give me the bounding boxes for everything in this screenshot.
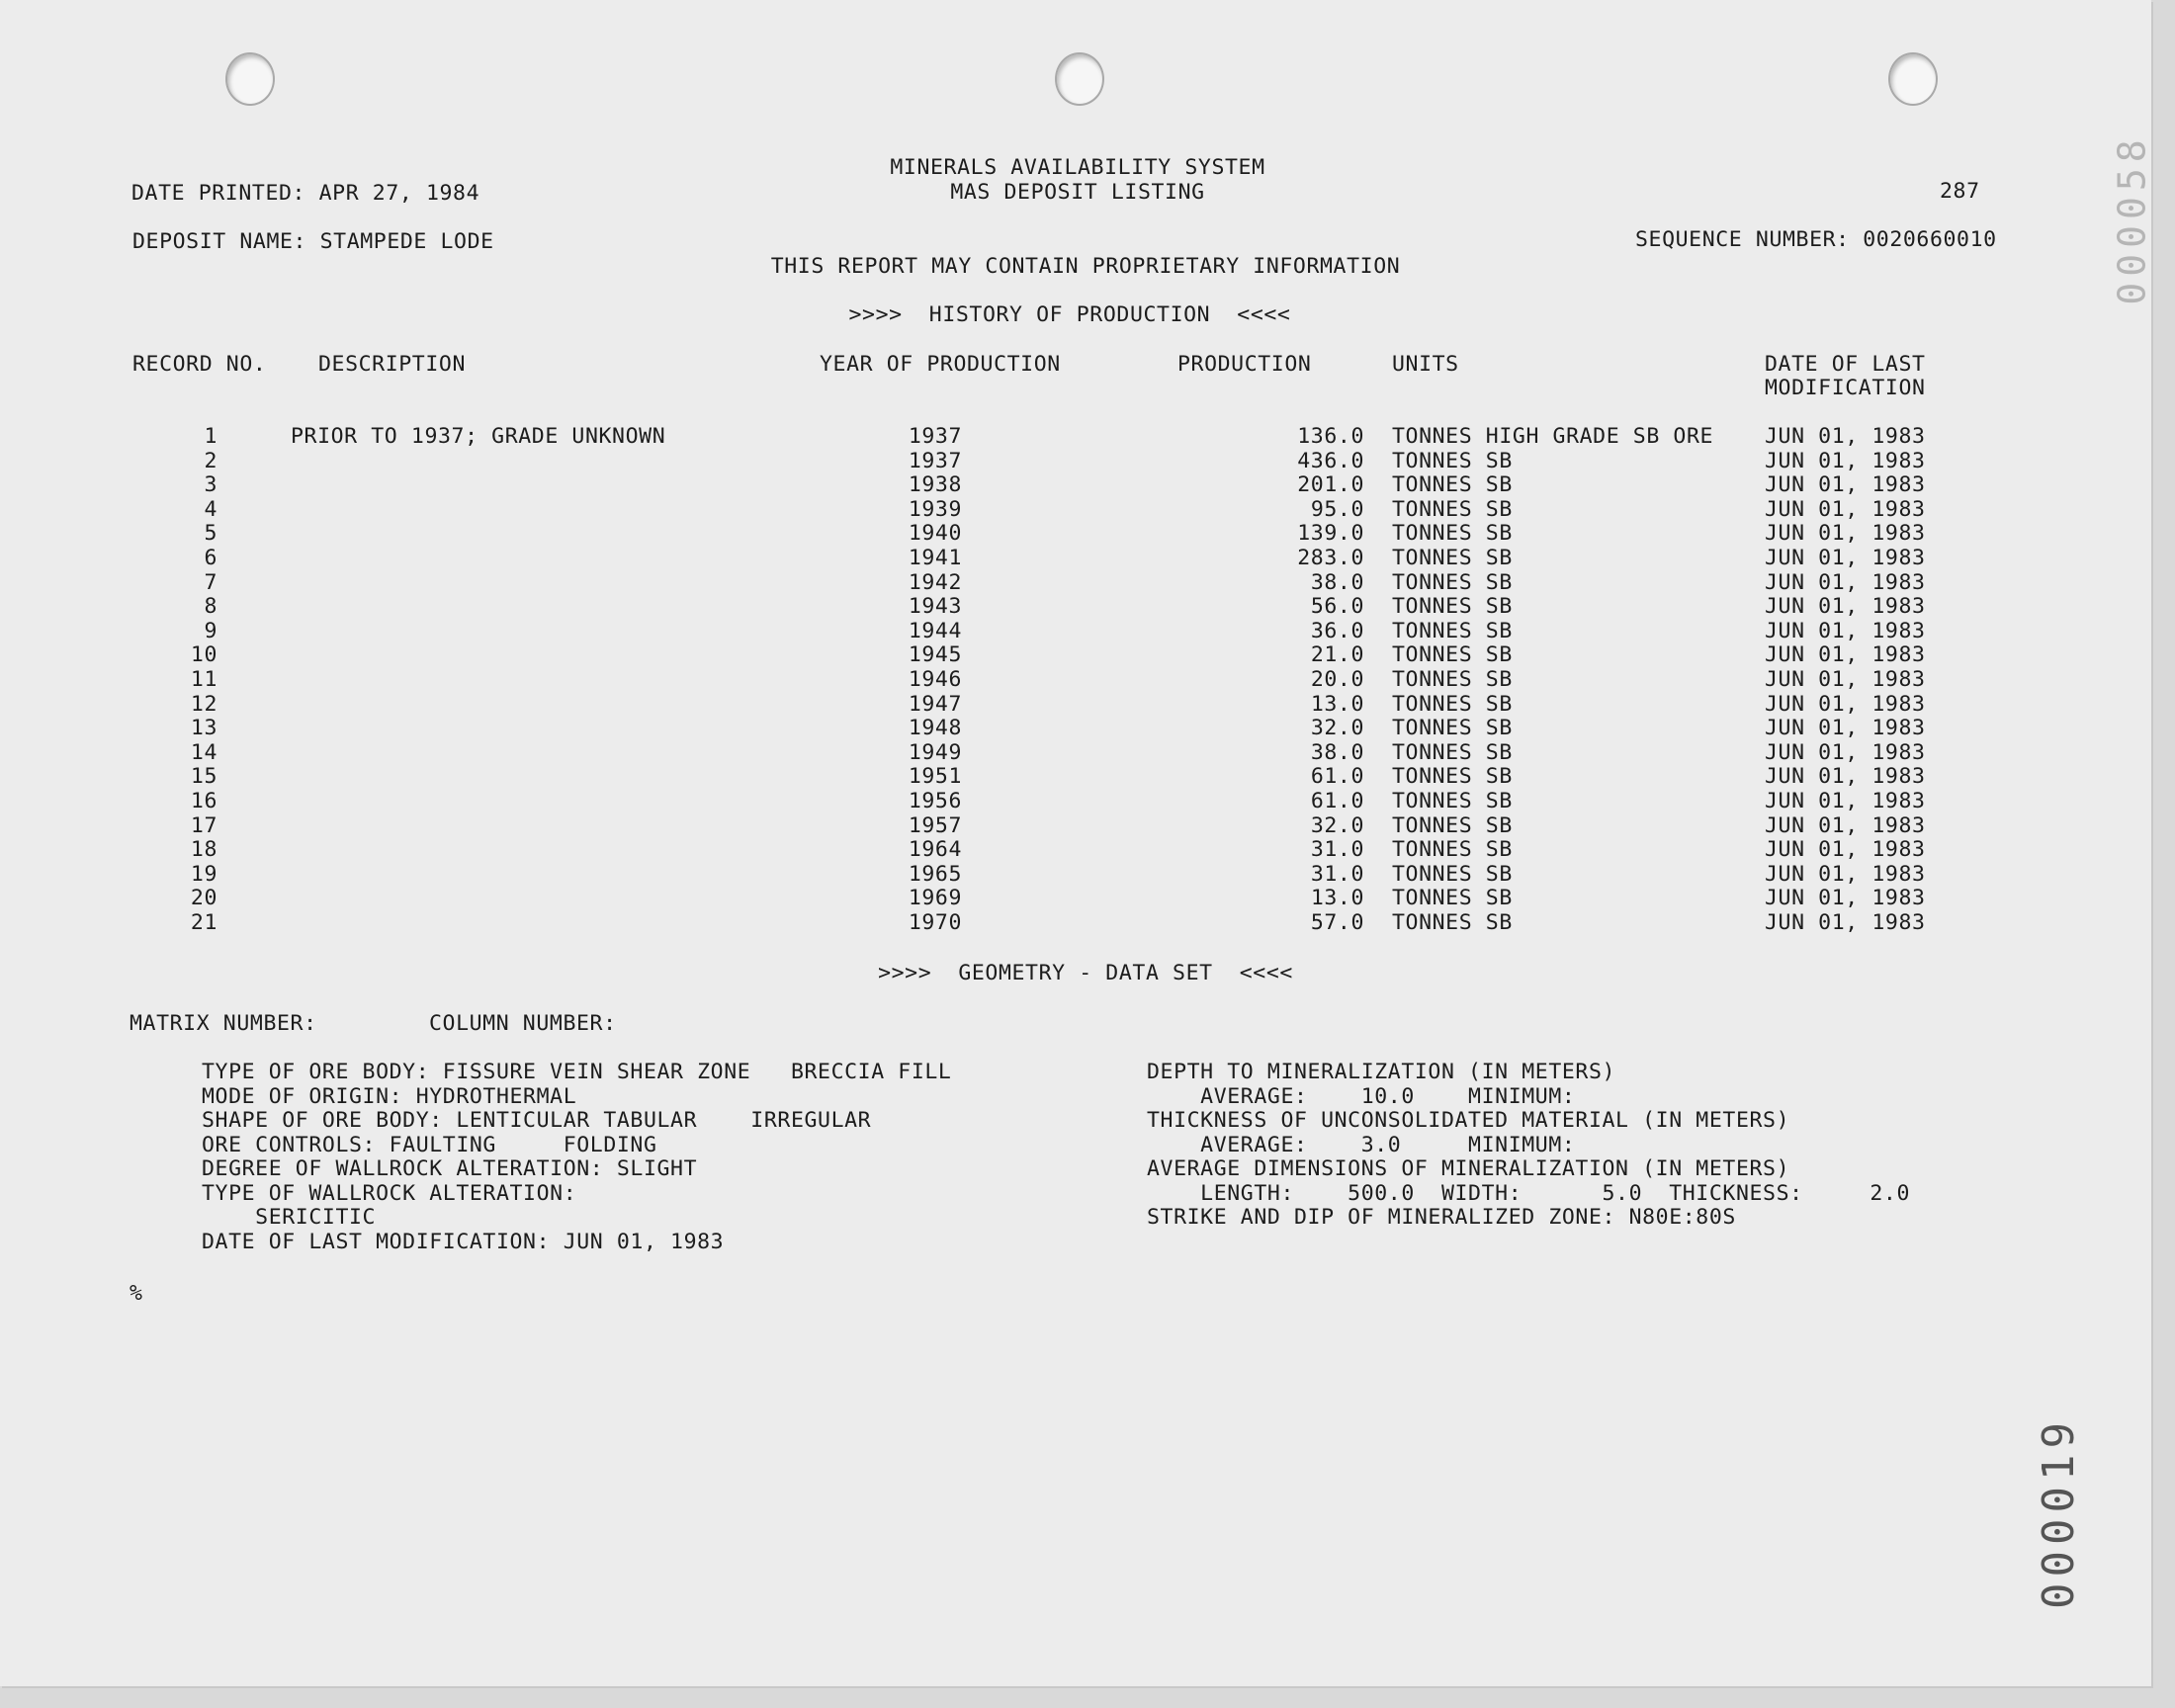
units-cell: TONNES SB: [1392, 472, 1513, 498]
geo-left-line: DEGREE OF WALLROCK ALTERATION: SLIGHT: [202, 1156, 698, 1181]
record-no-cell: 4: [204, 496, 218, 522]
production-cell: 21.0: [1310, 642, 1364, 668]
production-cell: 56.0: [1310, 594, 1364, 620]
units-cell: TONNES SB: [1392, 789, 1513, 813]
units-cell: TONNES SB: [1392, 618, 1513, 643]
table-row: [0, 693, 2151, 718]
date-cell: JUN 01, 1983: [1765, 716, 1926, 741]
record-no-cell: 19: [190, 861, 218, 887]
record-no-cell: 9: [204, 618, 218, 643]
units-cell: TONNES SB: [1392, 837, 1513, 863]
units-cell: TONNES SB: [1392, 886, 1513, 911]
table-row: [0, 668, 2151, 693]
year-cell: 1957: [908, 812, 962, 838]
units-cell: TONNES SB: [1392, 739, 1513, 765]
date-cell: JUN 01, 1983: [1765, 569, 1926, 595]
geo-left-line: SHAPE OF ORE BODY: LENTICULAR TABULAR IRREGULAR: [202, 1108, 872, 1133]
date-cell: JUN 01, 1983: [1765, 789, 1926, 813]
year-cell: 1948: [908, 716, 962, 741]
date-cell: JUN 01, 1983: [1765, 642, 1926, 668]
date-cell: JUN 01, 1983: [1765, 546, 1926, 570]
date-cell: JUN 01, 1983: [1765, 910, 1926, 935]
geo-left-line: DATE OF LAST MODIFICATION: JUN 01, 1983: [202, 1230, 725, 1254]
side-stamp: 000058: [2110, 133, 2154, 305]
record-no-cell: 3: [204, 472, 218, 498]
production-cell: 20.0: [1310, 667, 1364, 692]
year-cell: 1944: [908, 618, 962, 643]
table-row: [0, 717, 2151, 741]
production-cell: 136.0: [1297, 424, 1364, 449]
record-no-cell: 6: [204, 546, 218, 570]
date-cell: JUN 01, 1983: [1765, 496, 1926, 522]
col-production: PRODUCTION: [1177, 352, 1312, 377]
units-cell: TONNES SB: [1392, 496, 1513, 522]
history-section-title: >>>> HISTORY OF PRODUCTION <<<<: [848, 302, 1291, 327]
col-date-mod-2: MODIFICATION: [1765, 376, 1926, 400]
record-no-cell: 14: [190, 739, 218, 765]
geo-left-line: MODE OF ORIGIN: HYDROTHERMAL: [202, 1084, 577, 1109]
units-cell: TONNES SB: [1392, 667, 1513, 692]
punch-hole-center: [1055, 52, 1104, 106]
year-cell: 1949: [908, 739, 962, 765]
table-row: [0, 765, 2151, 790]
year-cell: 1937: [908, 448, 962, 473]
year-cell: 1956: [908, 789, 962, 813]
date-cell: JUN 01, 1983: [1765, 691, 1926, 717]
units-cell: TONNES SB: [1392, 521, 1513, 547]
production-cell: 31.0: [1310, 861, 1364, 887]
date-cell: JUN 01, 1983: [1765, 764, 1926, 790]
description-cell: PRIOR TO 1937; GRADE UNKNOWN: [291, 424, 666, 449]
geometry-section-title: >>>> GEOMETRY - DATA SET <<<<: [878, 961, 1293, 985]
date-printed: DATE PRINTED: APR 27, 1984: [131, 181, 480, 206]
table-row: [0, 547, 2151, 571]
record-no-cell: 10: [190, 642, 218, 668]
col-date-mod-1: DATE OF LAST: [1765, 352, 1926, 377]
record-no-cell: 1: [204, 424, 218, 449]
geo-right-line: THICKNESS OF UNCONSOLIDATED MATERIAL (IN METERS): [1147, 1108, 1790, 1133]
record-no-cell: 13: [190, 716, 218, 741]
year-cell: 1969: [908, 886, 962, 911]
production-cell: 139.0: [1297, 521, 1364, 547]
units-cell: TONNES SB: [1392, 642, 1513, 668]
record-no-cell: 12: [190, 691, 218, 717]
production-cell: 61.0: [1310, 789, 1364, 813]
record-no-cell: 17: [190, 812, 218, 838]
production-cell: 201.0: [1297, 472, 1364, 498]
col-record-no: RECORD NO.: [132, 352, 267, 377]
date-cell: JUN 01, 1983: [1765, 812, 1926, 838]
punch-hole-right: [1888, 52, 1938, 106]
units-cell: TONNES SB: [1392, 764, 1513, 790]
production-cell: 95.0: [1310, 496, 1364, 522]
col-description: DESCRIPTION: [318, 352, 466, 377]
year-cell: 1938: [908, 472, 962, 498]
listing-title: MAS DEPOSIT LISTING: [950, 180, 1205, 205]
table-row: [0, 643, 2151, 668]
record-no-cell: 11: [190, 667, 218, 692]
date-cell: JUN 01, 1983: [1765, 739, 1926, 765]
geo-right-line: DEPTH TO MINERALIZATION (IN METERS): [1147, 1060, 1616, 1084]
table-row: [0, 473, 2151, 498]
geo-right-line: AVERAGE: 10.0 MINIMUM:: [1147, 1084, 1576, 1109]
units-cell: TONNES SB: [1392, 861, 1513, 887]
table-row: [0, 450, 2151, 474]
date-cell: JUN 01, 1983: [1765, 886, 1926, 911]
record-no-cell: 16: [190, 789, 218, 813]
production-cell: 38.0: [1310, 739, 1364, 765]
production-cell: 13.0: [1310, 886, 1364, 911]
year-cell: 1940: [908, 521, 962, 547]
units-cell: TONNES SB: [1392, 691, 1513, 717]
date-cell: JUN 01, 1983: [1765, 618, 1926, 643]
geo-right-line: LENGTH: 500.0 WIDTH: 5.0 THICKNESS: 2.0: [1147, 1181, 1911, 1206]
year-cell: 1937: [908, 424, 962, 449]
units-cell: TONNES SB: [1392, 716, 1513, 741]
table-row: [0, 814, 2151, 839]
date-cell: JUN 01, 1983: [1765, 472, 1926, 498]
units-cell: TONNES SB: [1392, 594, 1513, 620]
table-row: [0, 522, 2151, 547]
page-number: 287: [1940, 179, 1980, 204]
production-cell: 436.0: [1297, 448, 1364, 473]
deposit-name: DEPOSIT NAME: STAMPEDE LODE: [132, 229, 494, 254]
col-year: YEAR OF PRODUCTION: [820, 352, 1061, 377]
matrix-number: MATRIX NUMBER:: [130, 1011, 317, 1036]
record-no-cell: 2: [204, 448, 218, 473]
geo-right-line: AVERAGE: 3.0 MINIMUM:: [1147, 1133, 1576, 1157]
units-cell: TONNES SB: [1392, 569, 1513, 595]
units-cell: TONNES SB: [1392, 910, 1513, 935]
geo-left-line: TYPE OF ORE BODY: FISSURE VEIN SHEAR ZONE BRECCIA FILL: [202, 1060, 952, 1084]
record-no-cell: 20: [190, 886, 218, 911]
production-cell: 283.0: [1297, 546, 1364, 570]
record-no-cell: 21: [190, 910, 218, 935]
units-cell: TONNES SB: [1392, 812, 1513, 838]
column-number: COLUMN NUMBER:: [429, 1011, 617, 1036]
production-cell: 38.0: [1310, 569, 1364, 595]
date-cell: JUN 01, 1983: [1765, 521, 1926, 547]
date-cell: JUN 01, 1983: [1765, 424, 1926, 449]
table-row: [0, 863, 2151, 888]
record-no-cell: 7: [204, 569, 218, 595]
system-title: MINERALS AVAILABILITY SYSTEM: [890, 155, 1265, 180]
table-row: [0, 741, 2151, 766]
record-no-cell: 5: [204, 521, 218, 547]
units-cell: TONNES HIGH GRADE SB ORE: [1392, 424, 1714, 449]
page-stamp: 000019: [2033, 1416, 2084, 1609]
units-cell: TONNES SB: [1392, 448, 1513, 473]
year-cell: 1945: [908, 642, 962, 668]
production-cell: 32.0: [1310, 812, 1364, 838]
production-cell: 61.0: [1310, 764, 1364, 790]
year-cell: 1970: [908, 910, 962, 935]
table-row: [0, 911, 2151, 936]
production-cell: 13.0: [1310, 691, 1364, 717]
year-cell: 1964: [908, 837, 962, 863]
units-cell: TONNES SB: [1392, 546, 1513, 570]
proprietary-notice: THIS REPORT MAY CONTAIN PROPRIETARY INFORMATION: [770, 254, 1401, 279]
table-row: [0, 790, 2151, 814]
year-cell: 1941: [908, 546, 962, 570]
production-cell: 32.0: [1310, 716, 1364, 741]
date-cell: JUN 01, 1983: [1765, 448, 1926, 473]
record-no-cell: 18: [190, 837, 218, 863]
year-cell: 1946: [908, 667, 962, 692]
geo-left-line: TYPE OF WALLROCK ALTERATION:: [202, 1181, 577, 1206]
table-row: [0, 425, 2151, 450]
percent-mark: %: [130, 1281, 143, 1306]
record-no-cell: 8: [204, 594, 218, 620]
record-no-cell: 15: [190, 764, 218, 790]
year-cell: 1942: [908, 569, 962, 595]
production-cell: 57.0: [1310, 910, 1364, 935]
table-row: [0, 887, 2151, 911]
production-cell: 31.0: [1310, 837, 1364, 863]
geo-right-line: STRIKE AND DIP OF MINERALIZED ZONE: N80E:80S: [1147, 1205, 1736, 1230]
date-cell: JUN 01, 1983: [1765, 594, 1926, 620]
geo-right-line: AVERAGE DIMENSIONS OF MINERALIZATION (IN METERS): [1147, 1156, 1790, 1181]
sequence-number: SEQUENCE NUMBER: 0020660010: [1635, 227, 1997, 252]
col-units: UNITS: [1392, 352, 1459, 377]
year-cell: 1951: [908, 764, 962, 790]
punch-hole-left: [225, 52, 275, 106]
geo-left-line: SERICITIC: [202, 1205, 377, 1230]
date-cell: JUN 01, 1983: [1765, 861, 1926, 887]
year-cell: 1939: [908, 496, 962, 522]
table-row: [0, 498, 2151, 523]
date-cell: JUN 01, 1983: [1765, 667, 1926, 692]
table-row: [0, 838, 2151, 863]
geo-left-line: ORE CONTROLS: FAULTING FOLDING: [202, 1133, 657, 1157]
year-cell: 1947: [908, 691, 962, 717]
production-cell: 36.0: [1310, 618, 1364, 643]
table-row: [0, 620, 2151, 644]
year-cell: 1965: [908, 861, 962, 887]
table-row: [0, 595, 2151, 620]
table-row: [0, 571, 2151, 596]
date-cell: JUN 01, 1983: [1765, 837, 1926, 863]
year-cell: 1943: [908, 594, 962, 620]
